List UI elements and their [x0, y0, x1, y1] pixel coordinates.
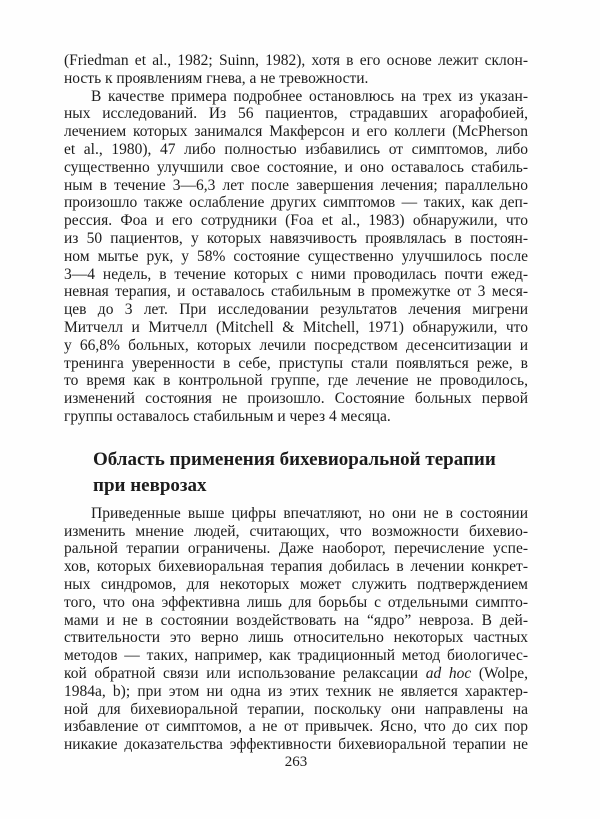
text-line: 1984a, b); при этом ни одна из этих техник не является характер-: [64, 682, 528, 700]
italic-text: ad hoc: [425, 664, 472, 682]
section-heading: [64, 447, 528, 499]
text-line: ствительности это верно лишь относительно некоторых частных: [64, 629, 528, 647]
text-line: тренинга уверенности в себе, приступы стали появляться реже, в: [64, 354, 528, 372]
text-line: того, что она эффективна лишь для борьбы с отдельными симпто-: [64, 593, 528, 611]
text-line: ных синдромов, для некоторых может служить подтверждением: [64, 575, 528, 593]
paragraph: [64, 505, 528, 754]
text-line: то время как в контрольной группе, где лечение не проводилось,: [64, 372, 528, 390]
text-line: ральной терапии ограничены. Даже наоборот, перечисление успе-: [64, 540, 528, 558]
text-line: методов — таких, например, как традиционный метод биологичес-: [64, 647, 528, 665]
text-line: ных исследований. Из 56 пациентов, страдавших агорафобией,: [64, 105, 528, 123]
text-line: изменить мнение людей, считающих, что возможности бихевио-: [64, 522, 528, 540]
text-line: у 66,8% больных, которых лечили посредством десенситизации и: [64, 336, 528, 354]
text-line: из 50 пациентов, у которых навязчивость проявлялась в постоян-: [64, 229, 528, 247]
text-line: произошло также ослабление других симптомов — таких, как деп-: [64, 194, 528, 212]
text-line: никакие доказательства эффективности бихевиоральной терапии не: [64, 736, 528, 754]
heading-line: Область применения бихевиоральной терапии: [93, 448, 496, 470]
text-line: цев до 3 лет. При исследовании результатов лечения мигрени: [64, 301, 528, 319]
text-line: избавление от симптомов, а не от привычек. Ясно, что до сих пор: [64, 718, 528, 736]
text-line: кой обратной связи или использование релаксации ad hoc (Wolpe,: [64, 664, 528, 682]
text-line: et al., 1980), 47 либо полностью избавились от симптомов, либо: [64, 140, 528, 158]
paragraph: [64, 52, 528, 88]
paragraph: [64, 88, 528, 426]
text-line: ном мытье рук, у 58% состояние существенно улучшилось после: [64, 247, 528, 265]
text-line: изменений состояния не произошло. Состояние больных первой: [64, 390, 528, 408]
text-line: ным в течение 3—6,3 лет после завершения лечения; параллельно: [64, 176, 528, 194]
text-block: [64, 52, 528, 754]
page-number: 263: [284, 754, 308, 770]
text-line: ной для бихевиоральной терапии, поскольку они направлены на: [64, 700, 528, 718]
text-line: лечением которых занимался Макферсон и его коллеги (McPherson: [64, 123, 528, 141]
text-line: мами и не в состоянии воздействовать на “ядро” невроза. В дей-: [64, 611, 528, 629]
text-line: хов, которых бихевиоральная терапия добилась в лечении конкрет-: [64, 558, 528, 576]
heading-line: при неврозах: [93, 474, 207, 496]
text-line: (Friedman et al., 1982; Suinn, 1982), хотя в его основе лежит склон-: [64, 52, 528, 69]
text-line: ность к проявлениям гнева, а не тревожности.: [64, 69, 369, 87]
text-line: рессия. Фоа и его сотрудники (Foa et al., 1983) обнаружили, что: [64, 212, 528, 230]
text-line: 3—4 недель, в течение которых с ними проводилась почти ежед-: [64, 265, 528, 283]
text-line: существенно улучшили свое состояние, и оно оставалось стабиль-: [64, 158, 528, 176]
text-line: Митчелл и Митчелл (Mitchell & Mitchell, 1971) обнаружили, что: [64, 318, 528, 336]
text-line: Приведенные выше цифры впечатляют, но они не в состоянии: [91, 504, 528, 522]
text-line: В качестве примера подробнее остановлюсь на трех из указан-: [91, 87, 528, 105]
text-line: группы оставалось стабильным и через 4 месяца.: [64, 407, 391, 425]
text-line: невная терапия, и оставалось стабильным в промежутке от 3 меся-: [64, 283, 528, 301]
